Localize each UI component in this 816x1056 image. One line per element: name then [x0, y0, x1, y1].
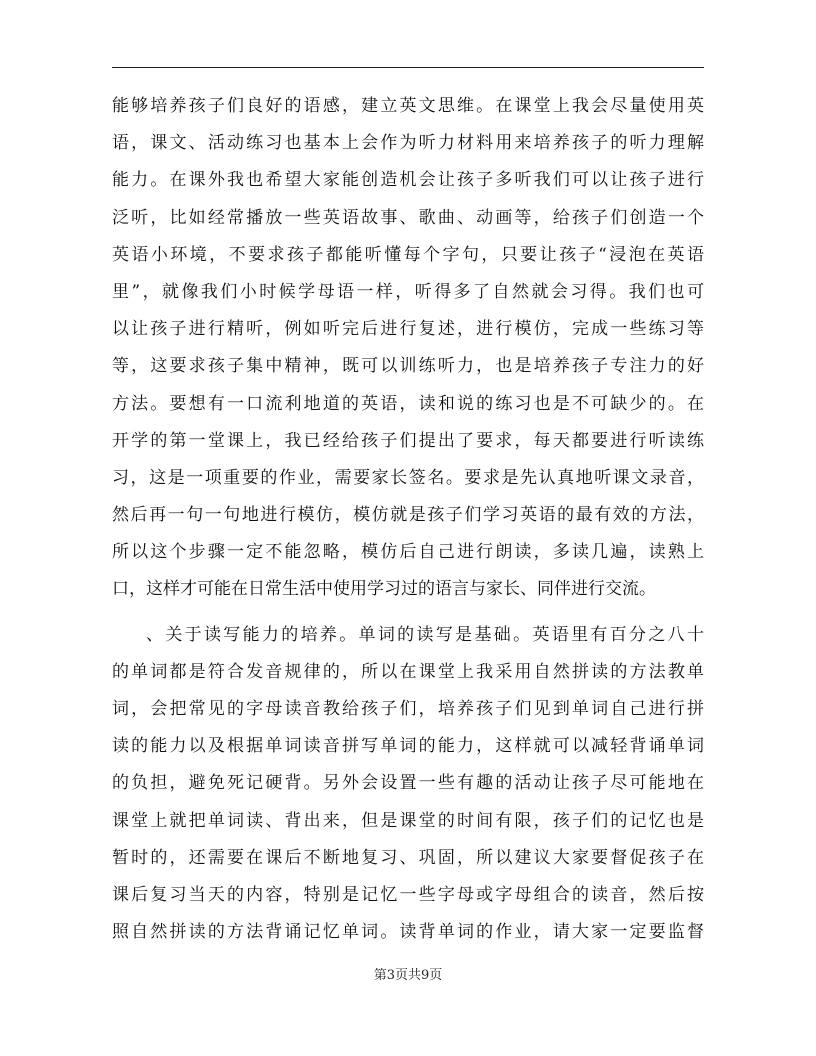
text-line: 能力。在课外我也希望大家能创造机会让孩子多听我们可以让孩子进行 — [112, 170, 704, 191]
text-line: 课后复习当天的内容，特别是记忆一些字母或字母组合的读音，然后按 — [112, 884, 704, 905]
text-line: 暂时的，还需要在课后不断地复习、巩固，所以建议大家要督促孩子在 — [112, 847, 704, 868]
text-line: 所以这个步骤一定不能忽略，模仿后自己进行朗读，多读几遍，读熟上 — [112, 542, 704, 563]
document-body — [112, 88, 704, 951]
text-line: 然后再一句一句地进行模仿，模仿就是孩子们学习英语的最有效的方法， — [112, 505, 704, 526]
text-line: 以让孩子进行精听，例如听完后进行复述，进行模仿，完成一些练习等 — [112, 319, 704, 340]
text-line: 能够培养孩子们良好的语感，建立英文思维。在课堂上我会尽量使用英 — [112, 96, 704, 116]
text-line: 习，这是一项重要的作业，需要家长签名。要求是先认真地听课文录音， — [112, 467, 704, 488]
paragraph-1 — [112, 88, 704, 609]
text-line: 泛听，比如经常播放一些英语故事、歌曲、动画等，给孩子们创造一个 — [112, 207, 704, 228]
paragraph-2 — [112, 617, 704, 952]
text-line: 的负担，避免死记硬背。另外会设置一些有趣的活动让孩子尽可能地在 — [112, 773, 704, 794]
text-line: 里”，就像我们小时候学母语一样，听得多了自然就会习得。我们也可 — [112, 281, 704, 302]
header-rule — [112, 67, 704, 68]
text-line: 开学的第一堂课上，我已经给孩子们提出了要求，每天都要进行听读练 — [112, 430, 704, 451]
text-line: 英语小环境，不要求孩子都能听懂每个字句，只要让孩子“浸泡在英语 — [112, 244, 704, 265]
page-number: 第3页共9页 — [373, 968, 443, 983]
text-line: 方法。要想有一口流利地道的英语，读和说的练习也是不可缺少的。在 — [112, 393, 704, 414]
text-line: 照自然拼读的方法背诵记忆单词。读背单词的作业，请大家一定要监督 — [112, 922, 704, 943]
text-line: 等，这要求孩子集中精神，既可以训练听力，也是培养孩子专注力的好 — [112, 356, 704, 377]
text-line: 的单词都是符合发音规律的，所以在课堂上我采用自然拼读的方法教单 — [112, 661, 704, 682]
text-line: 口，这样才可能在日常生活中使用学习过的语言与家长、同伴进行交流。 — [112, 579, 656, 600]
text-line: 、关于读写能力的培养。单词的读写是基础。英语里有百分之八十 — [146, 624, 704, 645]
paragraph-spacer — [112, 609, 704, 617]
text-line: 读的能力以及根据单词读音拼写单词的能力，这样就可以减轻背诵单词 — [112, 736, 704, 757]
text-line: 词，会把常见的字母读音教给孩子们，培养孩子们见到单词自己进行拼 — [112, 699, 704, 719]
text-line: 课堂上就把单词读、背出来，但是课堂的时间有限，孩子们的记忆也是 — [112, 810, 704, 831]
text-line: 语，课文、活动练习也基本上会作为听力材料用来培养孩子的听力理解 — [112, 133, 704, 154]
